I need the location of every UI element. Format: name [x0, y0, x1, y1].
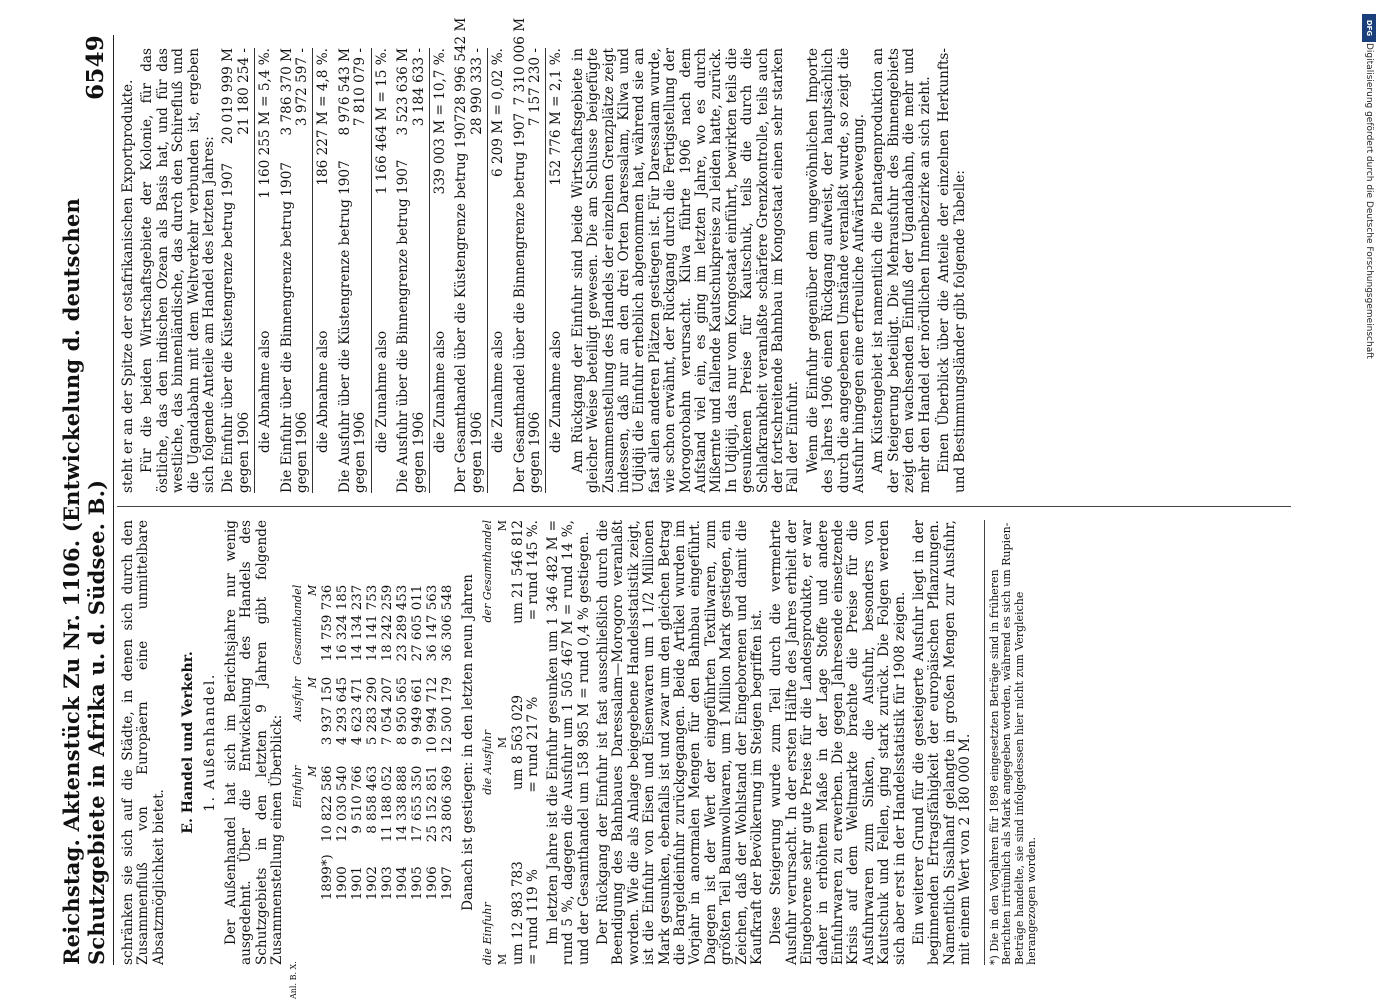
trade-comparison-block — [396, 48, 448, 493]
table-row — [440, 579, 455, 907]
comparison-line — [237, 48, 252, 493]
subsection-heading: 1. Außenhandel. — [201, 673, 218, 812]
comparison-label: gegen 1906 — [526, 411, 543, 493]
comparison-change — [491, 48, 506, 493]
table-cell-gesamt: 14 134 237 — [349, 584, 365, 662]
table-unit: M — [305, 765, 319, 777]
table-cell-ausfuhr: 10 994 712 — [424, 676, 440, 754]
comparison-value-1906: 3 972 597 - — [294, 48, 311, 127]
growth-cell: um 12 983 783 — [509, 861, 526, 965]
trade-comparison-block — [221, 48, 273, 493]
growth-cell: = rund 217 % — [525, 696, 542, 793]
paragraph: Für die beiden Wirtschaftsgebiete der Kolonie, für das östliche, das den indischen Ozean als Basis hat, und für das westliche, das binnenländische, das durch den Schirefluß und die Ugandabahn mit dem Weltverkehr verbunden ist, ergeben sich folgende Anteile am Handel des letzten Jahres: — [139, 48, 218, 493]
comparison-change — [375, 48, 390, 493]
paragraph: Diese Steigerung wurde zum Teil durch die vermehrte Ausfuhr verursacht. In der ersten Hälfte des Jahres erhielt der Eingeborene sehr gute Preise für die Landesprodukte, er war daher in erhöhtem Maße in der Lage Stoffe und andere Einfuhrwaren zu erwerben. Die gegen Jahresende einsetzende Krisis auf dem Weltmarkte brachte die Preise für die Ausfuhrwaren zum Sinken, die Ausfuhr, besonders von Kautschuk und Fellen, ging stark zurück. Die Folgen werden sich aber erst in der Handelsstatistik für 1908 zeigen. — [768, 520, 908, 965]
table-cell-gesamt: 14 141 753 — [364, 584, 380, 662]
trade-overview-paragraph: Der Außenhandel hat sich im Berichtsjahre nur wenig ausgedehnt. Über die Entwickelung des Handels des Schutzgebiets in den letzten 9 Jahren gibt folgende Zusammenstellung einen Überblick: — [223, 520, 286, 965]
running-header — [59, 35, 114, 965]
change-label: die Zunahme also — [548, 330, 565, 453]
paragraph: Wenn die Einfuhr gegenüber dem ungewöhnlichen Importe des Jahres 1906 einen Rückgang aufweist, der hauptsächlich durch die angegebenen Umstände veranlaßt wurde, so zeigt die Ausfuhr hingegen eine erfreuliche Aufwärtsbewegung. — [804, 48, 868, 493]
table-cell-year: 1899*) — [319, 854, 335, 901]
trade-comparison-block — [280, 48, 332, 493]
header-title: Reichstag. Aktenstück Zu Nr. 1106. (Entwickelung d. deutschen Schutzgebiete in Afrika u. d. Südsee. B.) — [59, 197, 109, 965]
table-row — [335, 579, 350, 907]
digitization-caption: Digitalisierung gefördert durch die Deutsche Forschungsgemeinschaft — [1364, 43, 1374, 359]
comparison-label: Die Ausfuhr über die Küstengrenze betrug 1907 — [336, 160, 353, 493]
table-cell-year: 1900 — [334, 866, 350, 901]
table-header-ausfuhr: Ausfuhr — [290, 676, 304, 722]
margin-note: Anl. B. X. — [289, 961, 298, 999]
comparison-change — [433, 48, 448, 493]
paragraph: Der Rückgang der Einfuhr ist fast ausschließlich durch die Beendigung des Bahnbaues Daressalam—Morogoro veranlaßt worden. Wie die als Anlage beigegebene Handelsstatistik zeigt, ist die Einfuhr von Eisen und Eisenwaren um 1 1/2 Millionen Mark gesunken, ebenfalls ist und zwar um den gleichen Betrag die Bargeldeinfuhr zurückgegangen. Beide Artikel wurden im Vorjahr in anormalen Mengen für den Bahnbau eingeführt. Dagegen ist der Wert der eingeführten Textilwaren, zum größten Teil Baumwollwaren, um 1 Million Mark gestiegen, ein Zeichen, daß der Wohlstand der Eingeborenen und damit die Kaufkraft der Bevölkerung im Steigen begriffen ist. — [594, 520, 765, 965]
footnote: *) Die in den Vorjahren für 1898 eingesetzten Beträge sind in früheren Berichten irrtümlich als Mark angegeben worden, während es sich um Rupien-Beträge handelte, sie sind infolgedessen hier nicht zum Vergleiche herangezogen worden. — [984, 520, 1039, 965]
comparison-line — [470, 48, 485, 493]
comparison-value-1907: 3 523 636 M — [395, 48, 412, 136]
table-cell-ausfuhr: 8 950 565 — [394, 676, 410, 746]
sum-rule — [312, 48, 313, 493]
comparison-value-1907: 20 019 999 M — [220, 48, 237, 145]
comparison-label: Die Einfuhr über die Binnengrenze betrug 1907 — [278, 162, 295, 493]
comparison-line — [338, 48, 353, 493]
comparison-value-1907: 28 996 542 M — [453, 17, 470, 114]
table-cell-gesamt: 16 324 185 — [334, 584, 350, 662]
growth-header: die Ausfuhr — [481, 730, 495, 795]
comparison-line — [221, 48, 236, 493]
table-cell-ausfuhr: 5 283 290 — [364, 676, 380, 746]
growth-unit: M — [496, 736, 510, 749]
comparison-change — [316, 48, 331, 493]
growth-header: der Gesamthandel — [481, 520, 495, 623]
table-cell-year: 1903 — [379, 866, 395, 901]
comparison-label: gegen 1906 — [235, 411, 252, 493]
table-unit: M — [305, 676, 319, 689]
column-divider — [117, 506, 1291, 507]
growth-cell: = rund 119 % — [525, 869, 542, 965]
table-cell-ausfuhr: 3 937 150 — [319, 676, 335, 746]
comparison-label: Der Gesamthandel über die Binnengrenze betrug 1907 — [511, 112, 528, 493]
table-cell-year: 1905 — [409, 866, 425, 901]
paragraph: Am Rückgang der Einfuhr sind beide Wirtschaftsgebiete in gleicher Weise beteiligt gewesen. Die am Schlusse beigefügte Zusammenstellung des Handels der einzelnen Grenzplätze zeigt indessen, daß nur an den drei Orten Daressalam, Kilwa und Udjidji die Einfuhr erheblich abgenommen hat, während sie an fast allen anderen Plätzen gestiegen ist. Für Daressalam wurde, wie schon erwähnt, der Rückgang durch die Fertigstellung der Morogorobahn verursacht. Kilwa führte 1906 nach dem Aufstand viel ein, es ging im letzten Jahre, wo es durch Mißernte und fallende Kautschukpreise zu leiden hatte, zurück. In Udjidji, das nur vom Kongostaat einführt, bewirkten teils die gesunkenen Preise für Kautschuk, teils die durch die Schlafkrankheit veranlaßte schärfere Grenzkontrolle, teils auch der fortschreitende Bahnbau im Kongostaat einen sehr starken Fall der Einfuhr. — [569, 48, 802, 493]
table-row — [380, 579, 395, 907]
table-cell-einfuhr: 23 806 369 — [439, 765, 455, 843]
table-unit: M — [305, 584, 319, 597]
table-cell-einfuhr: 12 030 540 — [334, 765, 350, 843]
change-label: die Zunahme also — [490, 330, 507, 453]
table-cell-einfuhr: 17 655 350 — [409, 765, 425, 843]
paragraph: Im letzten Jahre ist die Einfuhr gesunken um 1 346 482 M = rund 5 %, dagegen die Ausfuhr um 1 505 467 M = rund 14 %, und der Gesamthandel um 158 985 M = rund 0,4 % gestiegen. — [544, 520, 592, 965]
comparison-label: gegen 1906 — [352, 411, 369, 493]
paragraph: Ein weiterer Grund für die gesteigerte Ausfuhr liegt in der beginnenden Ertragsfähigkeit der europäischen Pflanzungen. Namentlich Sisalhanf gelangte in großen Mengen zur Ausfuhr, mit einem Wert von 2 180 000 M. — [911, 520, 974, 965]
trade-comparison-blocks — [220, 17, 565, 493]
sum-rule — [487, 48, 488, 493]
table-cell-einfuhr: 14 338 888 — [394, 765, 410, 843]
growth-unit: M — [496, 953, 510, 965]
comparison-line — [280, 48, 295, 493]
table-cell-year: 1901 — [349, 866, 365, 901]
comparison-label: Der Gesamthandel über die Küstengrenze betrug 1907 — [453, 113, 470, 493]
trade-comparison-block — [338, 48, 390, 493]
growth-intro: Danach ist gestiegen: in den letzten neun Jahren — [459, 574, 476, 911]
right-intro-paragraph: steht er an der Spitze der ostafrikanischen Exportprodukte. — [120, 79, 136, 493]
table-cell-ausfuhr: 4 623 471 — [349, 676, 365, 746]
table-cell-ausfuhr: 12 500 179 — [439, 676, 455, 754]
sum-rule — [429, 48, 430, 493]
table-cell-year: 1902 — [364, 866, 380, 901]
comparison-value-1907: 3 786 370 M — [278, 48, 295, 136]
change-value: 152 776 M = 2,1 %. — [548, 48, 565, 186]
comparison-change — [549, 48, 564, 493]
change-value: 339 003 M = 10,7 %. — [431, 48, 448, 195]
table-cell-einfuhr: 11 188 052 — [379, 765, 395, 843]
change-label: die Zunahme also — [431, 330, 448, 453]
change-label: die Zunahme also — [373, 330, 390, 453]
dfg-logo: DFG — [1362, 14, 1376, 42]
sum-rule — [545, 48, 546, 493]
left-intro-paragraph: schränken sie sich auf die Städte, in denen sich durch den Zusammenfluß von Europäern eine unmittelbare Absatzmöglichkeit bietet. — [120, 520, 167, 965]
table-row — [365, 579, 380, 907]
table-cell-gesamt: 23 289 453 — [394, 584, 410, 662]
comparison-line — [396, 48, 411, 493]
growth-unit: M — [496, 520, 510, 532]
growth-row-absolute — [511, 520, 526, 965]
table-row — [410, 579, 425, 907]
trade-comparison-block — [511, 17, 565, 493]
comparison-value-1906: 7 810 079 - — [352, 48, 369, 127]
table-cell-einfuhr: 8 858 463 — [364, 765, 380, 834]
comparison-line — [353, 48, 368, 493]
table-cell-einfuhr: 25 152 851 — [424, 765, 440, 843]
table-cell-gesamt: 36 147 563 — [424, 584, 440, 662]
change-value: 1 166 464 M = 15 %. — [373, 48, 390, 195]
comparison-value-1907: 7 310 006 M — [511, 17, 528, 106]
digitization-sidebar — [1361, 8, 1377, 588]
growth-headers — [480, 520, 495, 965]
paragraph: Am Küstengebiet ist namentlich die Plantagenproduktion an der Steigerung beteiligt. Die Mehrausfuhr des Binnengebiets zeigt den wachsenden Einfluß der Ugandabahn, die mehr und mehr den Handel der nördlichen Innenbezirke an sich zieht. — [870, 48, 933, 493]
table-year-header — [290, 848, 305, 906]
section-heading: E. Handel und Verkehr. — [180, 651, 197, 834]
sum-rule — [254, 48, 255, 493]
left-column — [120, 520, 1039, 999]
sum-rule — [371, 48, 372, 493]
trade-table — [290, 579, 455, 907]
comparison-line — [528, 48, 543, 493]
right-column — [120, 17, 972, 493]
comparison-line — [295, 48, 310, 493]
comparison-line — [412, 48, 427, 493]
paragraph: Einen Überblick über die Anteile der einzelnen Herkunfts- und Bestimmungsländer gibt folgende Tabelle: — [936, 48, 968, 493]
table-cell-gesamt: 18 242 259 — [379, 584, 395, 662]
table-header-gesamt: Gesamthandel — [290, 584, 304, 665]
change-value: 1 160 255 M = 5,4 %. — [257, 48, 274, 199]
rotated-document-page — [31, 17, 1351, 999]
page-number: 6549 — [82, 35, 109, 100]
growth-cell: = rund 145 %. — [525, 520, 542, 621]
table-row — [320, 579, 335, 907]
growth-row-percent — [526, 520, 541, 965]
table-cell-year: 1907 — [439, 866, 455, 901]
comparison-line — [511, 17, 528, 493]
table-cell-gesamt: 36 306 548 — [439, 584, 455, 662]
table-cell-ausfuhr: 4 293 645 — [334, 676, 350, 746]
growth-cell: um 8 563 029 — [509, 694, 526, 791]
comparison-label: Die Einfuhr über die Küstengrenze betrug 1907 — [220, 162, 237, 493]
table-cell-ausfuhr: 7 054 207 — [379, 676, 395, 746]
comparison-value-1906: 3 184 633 - — [410, 48, 427, 127]
table-cell-gesamt: 14 759 736 — [319, 584, 335, 662]
table-cell-year: 1906 — [424, 866, 440, 901]
table-row — [395, 579, 410, 907]
comparison-label: gegen 1906 — [410, 411, 427, 493]
table-row — [425, 579, 440, 907]
table-header-einfuhr: Einfuhr — [290, 765, 304, 808]
table-cell-year: 1904 — [394, 866, 410, 901]
comparison-value-1906: 7 157 230 - — [526, 48, 543, 127]
growth-cell: um 21 546 812 — [509, 520, 526, 624]
table-cell-einfuhr: 10 822 586 — [319, 765, 335, 843]
comparison-label: gegen 1906 — [294, 411, 311, 493]
table-cell-einfuhr: 9 510 766 — [349, 765, 365, 834]
table-cell-gesamt: 27 605 011 — [409, 584, 425, 662]
growth-units — [495, 520, 510, 965]
comparison-value-1906: 28 990 333 - — [468, 48, 485, 135]
trade-comparison-block — [453, 17, 507, 493]
change-value: 6 209 M = 0,02 %. — [490, 48, 507, 178]
table-row — [350, 579, 365, 907]
change-label: die Abnahme also — [315, 330, 332, 453]
table-cell-ausfuhr: 9 949 661 — [409, 676, 425, 746]
comparison-label: gegen 1906 — [468, 411, 485, 493]
change-label: die Abnahme also — [257, 330, 274, 453]
comparison-label: Die Ausfuhr über die Binnengrenze betrug 1907 — [395, 159, 412, 493]
change-value: 186 227 M = 4,8 %. — [315, 48, 332, 186]
comparison-line — [453, 17, 470, 493]
comparison-change — [258, 48, 273, 493]
comparison-value-1906: 21 180 254 - — [235, 48, 252, 135]
comparison-value-1907: 8 976 543 M — [336, 48, 353, 136]
growth-header: die Einfuhr — [481, 902, 495, 965]
